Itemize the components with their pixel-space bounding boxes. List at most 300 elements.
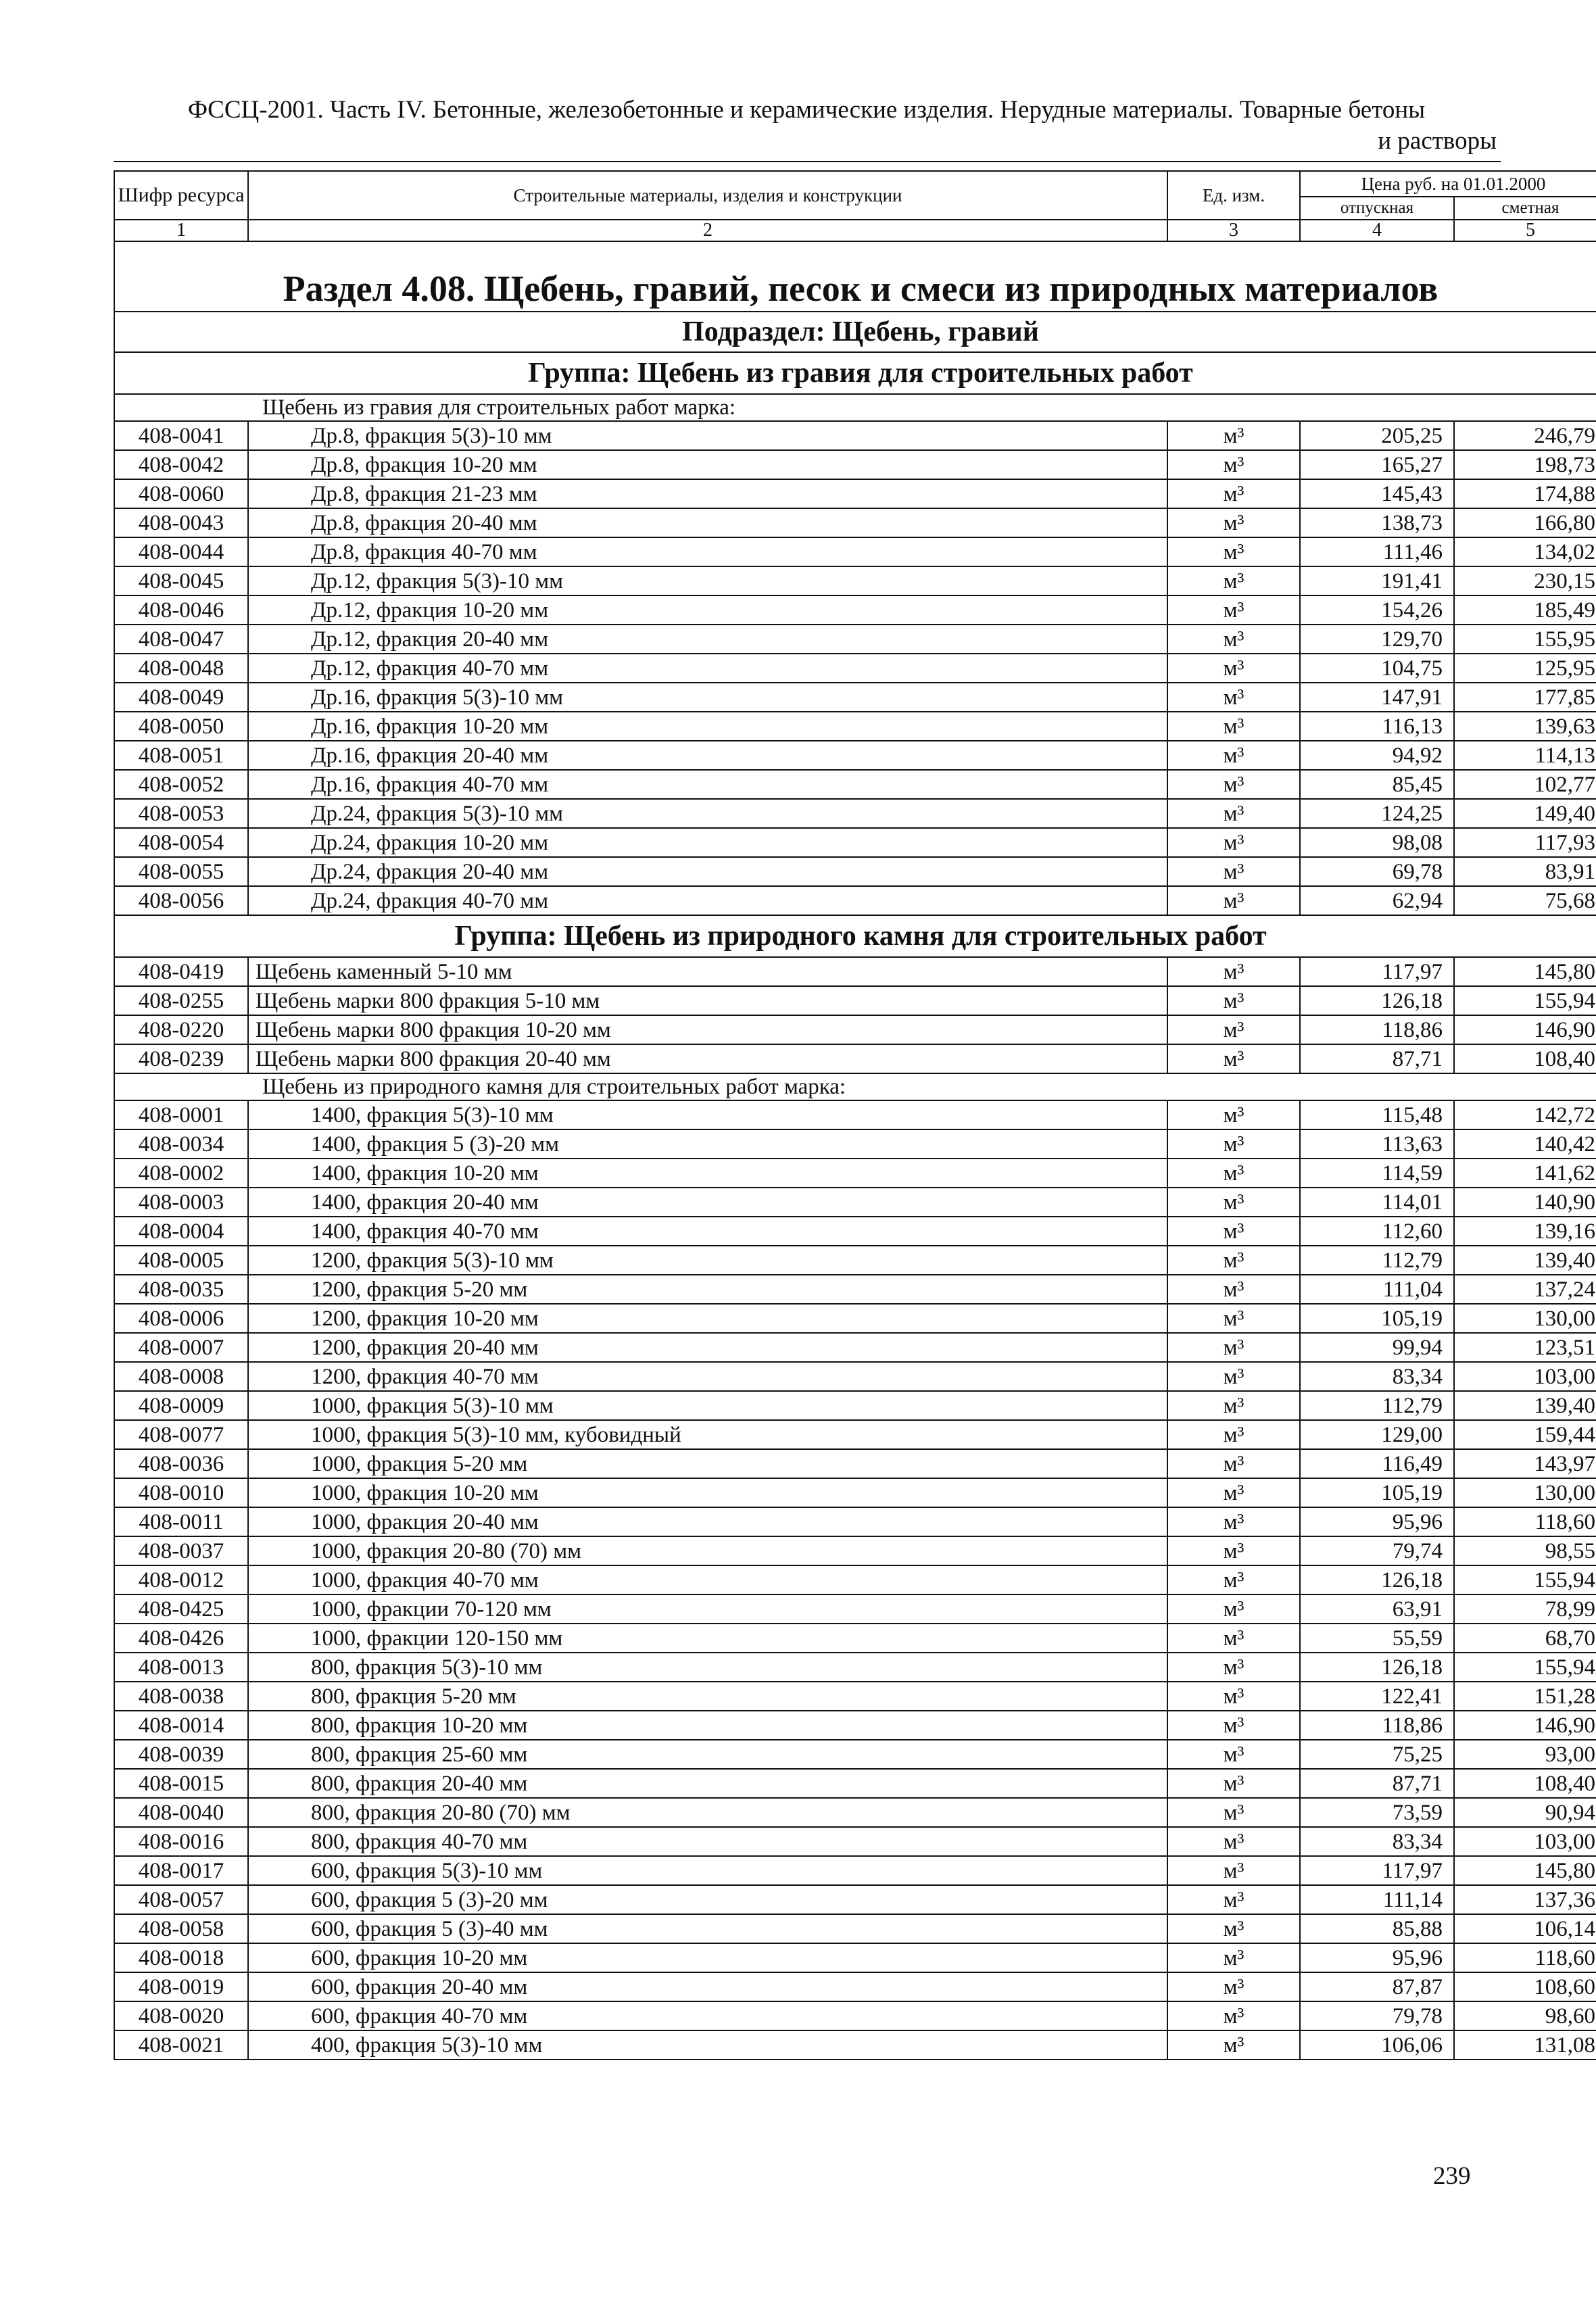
resource-code: 408-0014 (114, 1711, 248, 1740)
unit-of-measure: м³ (1167, 1565, 1300, 1594)
unit-of-measure: м³ (1167, 770, 1300, 799)
table-row (114, 957, 1596, 986)
material-name: 1200, фракция 40-70 мм (248, 1362, 1167, 1391)
material-name: Щебень марки 800 фракция 5-10 мм (248, 986, 1167, 1015)
material-name: 600, фракция 5 (3)-20 мм (248, 1885, 1167, 1914)
release-price: 154,26 (1300, 595, 1454, 625)
unit-of-measure: м³ (1167, 1885, 1300, 1914)
estimate-price: 139,40 (1454, 1246, 1596, 1275)
release-price: 83,34 (1300, 1827, 1454, 1856)
release-price: 83,34 (1300, 1362, 1454, 1391)
estimate-price: 145,80 (1454, 957, 1596, 986)
unit-of-measure: м³ (1167, 625, 1300, 654)
material-name: 800, фракция 25-60 мм (248, 1740, 1167, 1769)
estimate-price: 145,80 (1454, 1856, 1596, 1885)
col-header-price: Цена руб. на 01.01.2000 (1300, 171, 1596, 197)
unit-of-measure: м³ (1167, 1536, 1300, 1565)
release-price: 99,94 (1300, 1333, 1454, 1362)
table-row (114, 1449, 1596, 1478)
resource-code: 408-0018 (114, 1943, 248, 1972)
table-row (114, 1217, 1596, 1246)
material-name: 1000, фракция 5(3)-10 мм (248, 1391, 1167, 1420)
material-name: Др.12, фракция 5(3)-10 мм (248, 566, 1167, 595)
unit-of-measure: м³ (1167, 741, 1300, 770)
col-header-name: Строительные материалы, изделия и конструкции (248, 171, 1167, 220)
unit-of-measure: м³ (1167, 886, 1300, 915)
table-row (114, 595, 1596, 625)
table-row (114, 1827, 1596, 1856)
estimate-price: 118,60 (1454, 1943, 1596, 1972)
table-row (114, 1972, 1596, 2001)
material-name: Др.24, фракция 5(3)-10 мм (248, 799, 1167, 828)
unit-of-measure: м³ (1167, 1015, 1300, 1044)
resource-code: 408-0053 (114, 799, 248, 828)
unit-of-measure: м³ (1167, 1362, 1300, 1391)
resource-code: 408-0077 (114, 1420, 248, 1449)
material-name: Др.16, фракция 5(3)-10 мм (248, 683, 1167, 712)
release-price: 118,86 (1300, 1711, 1454, 1740)
table-row (114, 770, 1596, 799)
unit-of-measure: м³ (1167, 508, 1300, 537)
resource-code: 408-0060 (114, 479, 248, 508)
material-name: Др.24, фракция 20-40 мм (248, 857, 1167, 886)
table-row (114, 450, 1596, 479)
unit-of-measure: м³ (1167, 957, 1300, 986)
estimate-price: 155,94 (1454, 1653, 1596, 1682)
col-number: 5 (1454, 220, 1596, 241)
material-name: 600, фракция 10-20 мм (248, 1943, 1167, 1972)
resource-code: 408-0020 (114, 2001, 248, 2030)
material-name: Др.16, фракция 40-70 мм (248, 770, 1167, 799)
unit-of-measure: м³ (1167, 1769, 1300, 1798)
unit-of-measure: м³ (1167, 1827, 1300, 1856)
resource-code: 408-0048 (114, 654, 248, 683)
release-price: 116,13 (1300, 712, 1454, 741)
estimate-price: 149,40 (1454, 799, 1596, 828)
unit-of-measure: м³ (1167, 1275, 1300, 1304)
table-row (114, 1624, 1596, 1653)
estimate-price: 117,93 (1454, 828, 1596, 857)
release-price: 75,25 (1300, 1740, 1454, 1769)
material-name: 1000, фракции 120-150 мм (248, 1624, 1167, 1653)
material-name: 1200, фракция 10-20 мм (248, 1304, 1167, 1333)
resource-code: 408-0052 (114, 770, 248, 799)
estimate-price: 130,00 (1454, 1478, 1596, 1507)
resource-code: 408-0239 (114, 1044, 248, 1073)
resource-code: 408-0016 (114, 1827, 248, 1856)
material-name: 1200, фракция 5-20 мм (248, 1275, 1167, 1304)
release-price: 55,59 (1300, 1624, 1454, 1653)
group-title: Группа: Щебень из гравия для строительных работ (114, 352, 1596, 394)
material-name: 600, фракция 40-70 мм (248, 2001, 1167, 2030)
table-row (114, 1653, 1596, 1682)
release-price: 114,01 (1300, 1188, 1454, 1217)
material-name: Щебень марки 800 фракция 10-20 мм (248, 1015, 1167, 1044)
table-row (114, 1333, 1596, 1362)
resource-code: 408-0255 (114, 986, 248, 1015)
estimate-price: 83,91 (1454, 857, 1596, 886)
unit-of-measure: м³ (1167, 450, 1300, 479)
material-name: 600, фракция 5 (3)-40 мм (248, 1914, 1167, 1943)
release-price: 79,78 (1300, 2001, 1454, 2030)
estimate-price: 98,60 (1454, 2001, 1596, 2030)
release-price: 114,59 (1300, 1159, 1454, 1188)
estimate-price: 140,42 (1454, 1129, 1596, 1159)
material-name: Др.12, фракция 40-70 мм (248, 654, 1167, 683)
release-price: 191,41 (1300, 566, 1454, 595)
unit-of-measure: м³ (1167, 1972, 1300, 2001)
resource-code: 408-0004 (114, 1217, 248, 1246)
estimate-price: 151,28 (1454, 1682, 1596, 1711)
resource-code: 408-0006 (114, 1304, 248, 1333)
release-price: 116,49 (1300, 1449, 1454, 1478)
material-name: 1000, фракции 70-120 мм (248, 1594, 1167, 1624)
material-name: Щебень каменный 5-10 мм (248, 957, 1167, 986)
release-price: 79,74 (1300, 1536, 1454, 1565)
release-price: 106,06 (1300, 2030, 1454, 2060)
resource-code: 408-0021 (114, 2030, 248, 2060)
resource-code: 408-0015 (114, 1769, 248, 1798)
table-row (114, 1565, 1596, 1594)
unit-of-measure: м³ (1167, 1594, 1300, 1624)
release-price: 147,91 (1300, 683, 1454, 712)
material-name: 800, фракция 5-20 мм (248, 1682, 1167, 1711)
unit-of-measure: м³ (1167, 1044, 1300, 1073)
table-row (114, 1769, 1596, 1798)
unit-of-measure: м³ (1167, 1449, 1300, 1478)
table-row (114, 986, 1596, 1015)
unit-of-measure: м³ (1167, 1333, 1300, 1362)
release-price: 126,18 (1300, 986, 1454, 1015)
resource-code: 408-0419 (114, 957, 248, 986)
release-price: 129,70 (1300, 625, 1454, 654)
table-row (114, 1246, 1596, 1275)
material-name: 1400, фракция 10-20 мм (248, 1159, 1167, 1188)
material-name: Др.8, фракция 21-23 мм (248, 479, 1167, 508)
material-name: Др.12, фракция 10-20 мм (248, 595, 1167, 625)
estimate-price: 134,02 (1454, 537, 1596, 566)
resource-code: 408-0042 (114, 450, 248, 479)
material-name: 1000, фракция 20-40 мм (248, 1507, 1167, 1536)
material-name: Др.8, фракция 5(3)-10 мм (248, 421, 1167, 450)
unit-of-measure: м³ (1167, 595, 1300, 625)
estimate-price: 143,97 (1454, 1449, 1596, 1478)
resource-code: 408-0011 (114, 1507, 248, 1536)
resource-code: 408-0058 (114, 1914, 248, 1943)
resource-code: 408-0055 (114, 857, 248, 886)
estimate-price: 159,44 (1454, 1420, 1596, 1449)
resource-code: 408-0037 (114, 1536, 248, 1565)
resource-code: 408-0005 (114, 1246, 248, 1275)
estimate-price: 166,80 (1454, 508, 1596, 537)
release-price: 112,79 (1300, 1246, 1454, 1275)
estimate-price: 139,40 (1454, 1391, 1596, 1420)
group-note: Щебень из природного камня для строительных работ марка: (114, 1073, 1596, 1100)
material-name: 800, фракция 5(3)-10 мм (248, 1653, 1167, 1682)
material-name: Др.16, фракция 10-20 мм (248, 712, 1167, 741)
resource-code: 408-0036 (114, 1449, 248, 1478)
table-row (114, 1914, 1596, 1943)
material-name: Щебень марки 800 фракция 20-40 мм (248, 1044, 1167, 1073)
release-price: 165,27 (1300, 450, 1454, 479)
release-price: 126,18 (1300, 1653, 1454, 1682)
material-name: Др.24, фракция 40-70 мм (248, 886, 1167, 915)
resource-code: 408-0012 (114, 1565, 248, 1594)
group-title: Группа: Щебень из природного камня для строительных работ (114, 915, 1596, 957)
estimate-price: 155,94 (1454, 986, 1596, 1015)
table-row (114, 1856, 1596, 1885)
material-name: Др.16, фракция 20-40 мм (248, 741, 1167, 770)
subsection-title: Подраздел: Щебень, гравий (114, 312, 1596, 352)
release-price: 111,14 (1300, 1885, 1454, 1914)
price-table (114, 170, 1596, 2060)
estimate-price: 185,49 (1454, 595, 1596, 625)
table-row (114, 1391, 1596, 1420)
estimate-price: 108,40 (1454, 1044, 1596, 1073)
col-number: 4 (1300, 220, 1454, 241)
release-price: 122,41 (1300, 1682, 1454, 1711)
estimate-price: 103,00 (1454, 1362, 1596, 1391)
table-row (114, 1536, 1596, 1565)
estimate-price: 246,79 (1454, 421, 1596, 450)
resource-code: 408-0010 (114, 1478, 248, 1507)
estimate-price: 102,77 (1454, 770, 1596, 799)
page-number: 239 (1433, 2162, 1471, 2190)
estimate-price: 137,36 (1454, 1885, 1596, 1914)
table-row (114, 1044, 1596, 1073)
estimate-price: 118,60 (1454, 1507, 1596, 1536)
table-row (114, 508, 1596, 537)
unit-of-measure: м³ (1167, 1246, 1300, 1275)
unit-of-measure: м³ (1167, 1914, 1300, 1943)
resource-code: 408-0057 (114, 1885, 248, 1914)
table-row (114, 566, 1596, 595)
release-price: 98,08 (1300, 828, 1454, 857)
resource-code: 408-0003 (114, 1188, 248, 1217)
resource-code: 408-0050 (114, 712, 248, 741)
estimate-price: 155,95 (1454, 625, 1596, 654)
table-row (114, 799, 1596, 828)
estimate-price: 68,70 (1454, 1624, 1596, 1653)
release-price: 115,48 (1300, 1100, 1454, 1129)
material-name: 400, фракция 5(3)-10 мм (248, 2030, 1167, 2060)
estimate-price: 139,63 (1454, 712, 1596, 741)
resource-code: 408-0017 (114, 1856, 248, 1885)
material-name: Др.12, фракция 20-40 мм (248, 625, 1167, 654)
table-row (114, 1594, 1596, 1624)
estimate-price: 174,88 (1454, 479, 1596, 508)
table-row (114, 712, 1596, 741)
unit-of-measure: м³ (1167, 857, 1300, 886)
resource-code: 408-0038 (114, 1682, 248, 1711)
unit-of-measure: м³ (1167, 1653, 1300, 1682)
unit-of-measure: м³ (1167, 1798, 1300, 1827)
table-row (114, 1362, 1596, 1391)
table-row (114, 537, 1596, 566)
table-row (114, 1188, 1596, 1217)
release-price: 112,79 (1300, 1391, 1454, 1420)
table-row (114, 1507, 1596, 1536)
unit-of-measure: м³ (1167, 1682, 1300, 1711)
resource-code: 408-0425 (114, 1594, 248, 1624)
table-row (114, 886, 1596, 915)
header-rule (114, 161, 1501, 162)
unit-of-measure: м³ (1167, 537, 1300, 566)
unit-of-measure: м³ (1167, 1507, 1300, 1536)
estimate-price: 141,62 (1454, 1159, 1596, 1188)
table-row (114, 654, 1596, 683)
material-name: 800, фракция 20-80 (70) мм (248, 1798, 1167, 1827)
resource-code: 408-0046 (114, 595, 248, 625)
material-name: 1200, фракция 20-40 мм (248, 1333, 1167, 1362)
release-price: 95,96 (1300, 1943, 1454, 1972)
unit-of-measure: м³ (1167, 1188, 1300, 1217)
release-price: 117,97 (1300, 957, 1454, 986)
estimate-price: 93,00 (1454, 1740, 1596, 1769)
resource-code: 408-0007 (114, 1333, 248, 1362)
resource-code: 408-0054 (114, 828, 248, 857)
resource-code: 408-0045 (114, 566, 248, 595)
table-row (114, 479, 1596, 508)
unit-of-measure: м³ (1167, 1943, 1300, 1972)
unit-of-measure: м³ (1167, 566, 1300, 595)
material-name: 1400, фракция 20-40 мм (248, 1188, 1167, 1217)
material-name: Др.8, фракция 40-70 мм (248, 537, 1167, 566)
release-price: 111,46 (1300, 537, 1454, 566)
col-number: 3 (1167, 220, 1300, 241)
table-row (114, 2030, 1596, 2060)
unit-of-measure: м³ (1167, 1711, 1300, 1740)
table-row (114, 421, 1596, 450)
material-name: 1000, фракция 10-20 мм (248, 1478, 1167, 1507)
material-name: 1400, фракция 5(3)-10 мм (248, 1100, 1167, 1129)
section-title: Раздел 4.08. Щебень, гравий, песок и смеси из природных материалов (114, 241, 1596, 312)
unit-of-measure: м³ (1167, 1420, 1300, 1449)
material-name: 800, фракция 20-40 мм (248, 1769, 1167, 1798)
resource-code: 408-0049 (114, 683, 248, 712)
resource-code: 408-0044 (114, 537, 248, 566)
material-name: 1000, фракция 5(3)-10 мм, кубовидный (248, 1420, 1167, 1449)
running-header-line-2: и растворы (1378, 127, 1497, 155)
resource-code: 408-0056 (114, 886, 248, 915)
material-name: 1000, фракция 20-80 (70) мм (248, 1536, 1167, 1565)
release-price: 112,60 (1300, 1217, 1454, 1246)
release-price: 126,18 (1300, 1565, 1454, 1594)
estimate-price: 146,90 (1454, 1711, 1596, 1740)
release-price: 87,71 (1300, 1044, 1454, 1073)
estimate-price: 177,85 (1454, 683, 1596, 712)
table-row (114, 1100, 1596, 1129)
unit-of-measure: м³ (1167, 654, 1300, 683)
estimate-price: 139,16 (1454, 1217, 1596, 1246)
unit-of-measure: м³ (1167, 1391, 1300, 1420)
table-row (114, 857, 1596, 886)
resource-code: 408-0041 (114, 421, 248, 450)
estimate-price: 108,60 (1454, 1972, 1596, 2001)
resource-code: 408-0001 (114, 1100, 248, 1129)
unit-of-measure: м³ (1167, 799, 1300, 828)
unit-of-measure: м³ (1167, 1304, 1300, 1333)
material-name: 600, фракция 20-40 мм (248, 1972, 1167, 2001)
resource-code: 408-0002 (114, 1159, 248, 1188)
material-name: 1000, фракция 5-20 мм (248, 1449, 1167, 1478)
material-name: 1200, фракция 5(3)-10 мм (248, 1246, 1167, 1275)
table-row (114, 1943, 1596, 1972)
table-row (114, 1129, 1596, 1159)
group-note: Щебень из гравия для строительных работ марка: (114, 394, 1596, 421)
col-number: 1 (114, 220, 248, 241)
table-row (114, 1015, 1596, 1044)
material-name: 1400, фракция 5 (3)-20 мм (248, 1129, 1167, 1159)
release-price: 85,88 (1300, 1914, 1454, 1943)
release-price: 117,97 (1300, 1856, 1454, 1885)
table-row (114, 1304, 1596, 1333)
unit-of-measure: м³ (1167, 986, 1300, 1015)
estimate-price: 142,72 (1454, 1100, 1596, 1129)
resource-code: 408-0034 (114, 1129, 248, 1159)
table-row (114, 1798, 1596, 1827)
estimate-price: 75,68 (1454, 886, 1596, 915)
material-name: 1000, фракция 40-70 мм (248, 1565, 1167, 1594)
estimate-price: 78,99 (1454, 1594, 1596, 1624)
col-header-price-estimate: сметная (1454, 197, 1596, 220)
release-price: 94,92 (1300, 741, 1454, 770)
unit-of-measure: м³ (1167, 1217, 1300, 1246)
unit-of-measure: м³ (1167, 1740, 1300, 1769)
unit-of-measure: м³ (1167, 1478, 1300, 1507)
col-header-unit: Ед. изм. (1167, 171, 1300, 220)
release-price: 87,71 (1300, 1769, 1454, 1798)
table-row (114, 625, 1596, 654)
table-row (114, 1159, 1596, 1188)
estimate-price: 125,95 (1454, 654, 1596, 683)
table-row (114, 828, 1596, 857)
material-name: 1400, фракция 40-70 мм (248, 1217, 1167, 1246)
estimate-price: 198,73 (1454, 450, 1596, 479)
release-price: 129,00 (1300, 1420, 1454, 1449)
estimate-price: 106,14 (1454, 1914, 1596, 1943)
col-header-code: Шифр ресурса (114, 171, 248, 220)
resource-code: 408-0220 (114, 1015, 248, 1044)
unit-of-measure: м³ (1167, 1159, 1300, 1188)
unit-of-measure: м³ (1167, 2001, 1300, 2030)
table-row (114, 1478, 1596, 1507)
unit-of-measure: м³ (1167, 1856, 1300, 1885)
resource-code: 408-0051 (114, 741, 248, 770)
release-price: 138,73 (1300, 508, 1454, 537)
estimate-price: 230,15 (1454, 566, 1596, 595)
unit-of-measure: м³ (1167, 1100, 1300, 1129)
release-price: 87,87 (1300, 1972, 1454, 2001)
resource-code: 408-0035 (114, 1275, 248, 1304)
material-name: 600, фракция 5(3)-10 мм (248, 1856, 1167, 1885)
release-price: 113,63 (1300, 1129, 1454, 1159)
material-name: 800, фракция 10-20 мм (248, 1711, 1167, 1740)
unit-of-measure: м³ (1167, 1624, 1300, 1653)
release-price: 85,45 (1300, 770, 1454, 799)
unit-of-measure: м³ (1167, 2030, 1300, 2060)
estimate-price: 108,40 (1454, 1769, 1596, 1798)
resource-code: 408-0009 (114, 1391, 248, 1420)
table-row (114, 1420, 1596, 1449)
estimate-price: 131,08 (1454, 2030, 1596, 2060)
material-name: Др.8, фракция 20-40 мм (248, 508, 1167, 537)
release-price: 111,04 (1300, 1275, 1454, 1304)
release-price: 73,59 (1300, 1798, 1454, 1827)
unit-of-measure: м³ (1167, 712, 1300, 741)
table-row (114, 1682, 1596, 1711)
col-number: 2 (248, 220, 1167, 241)
